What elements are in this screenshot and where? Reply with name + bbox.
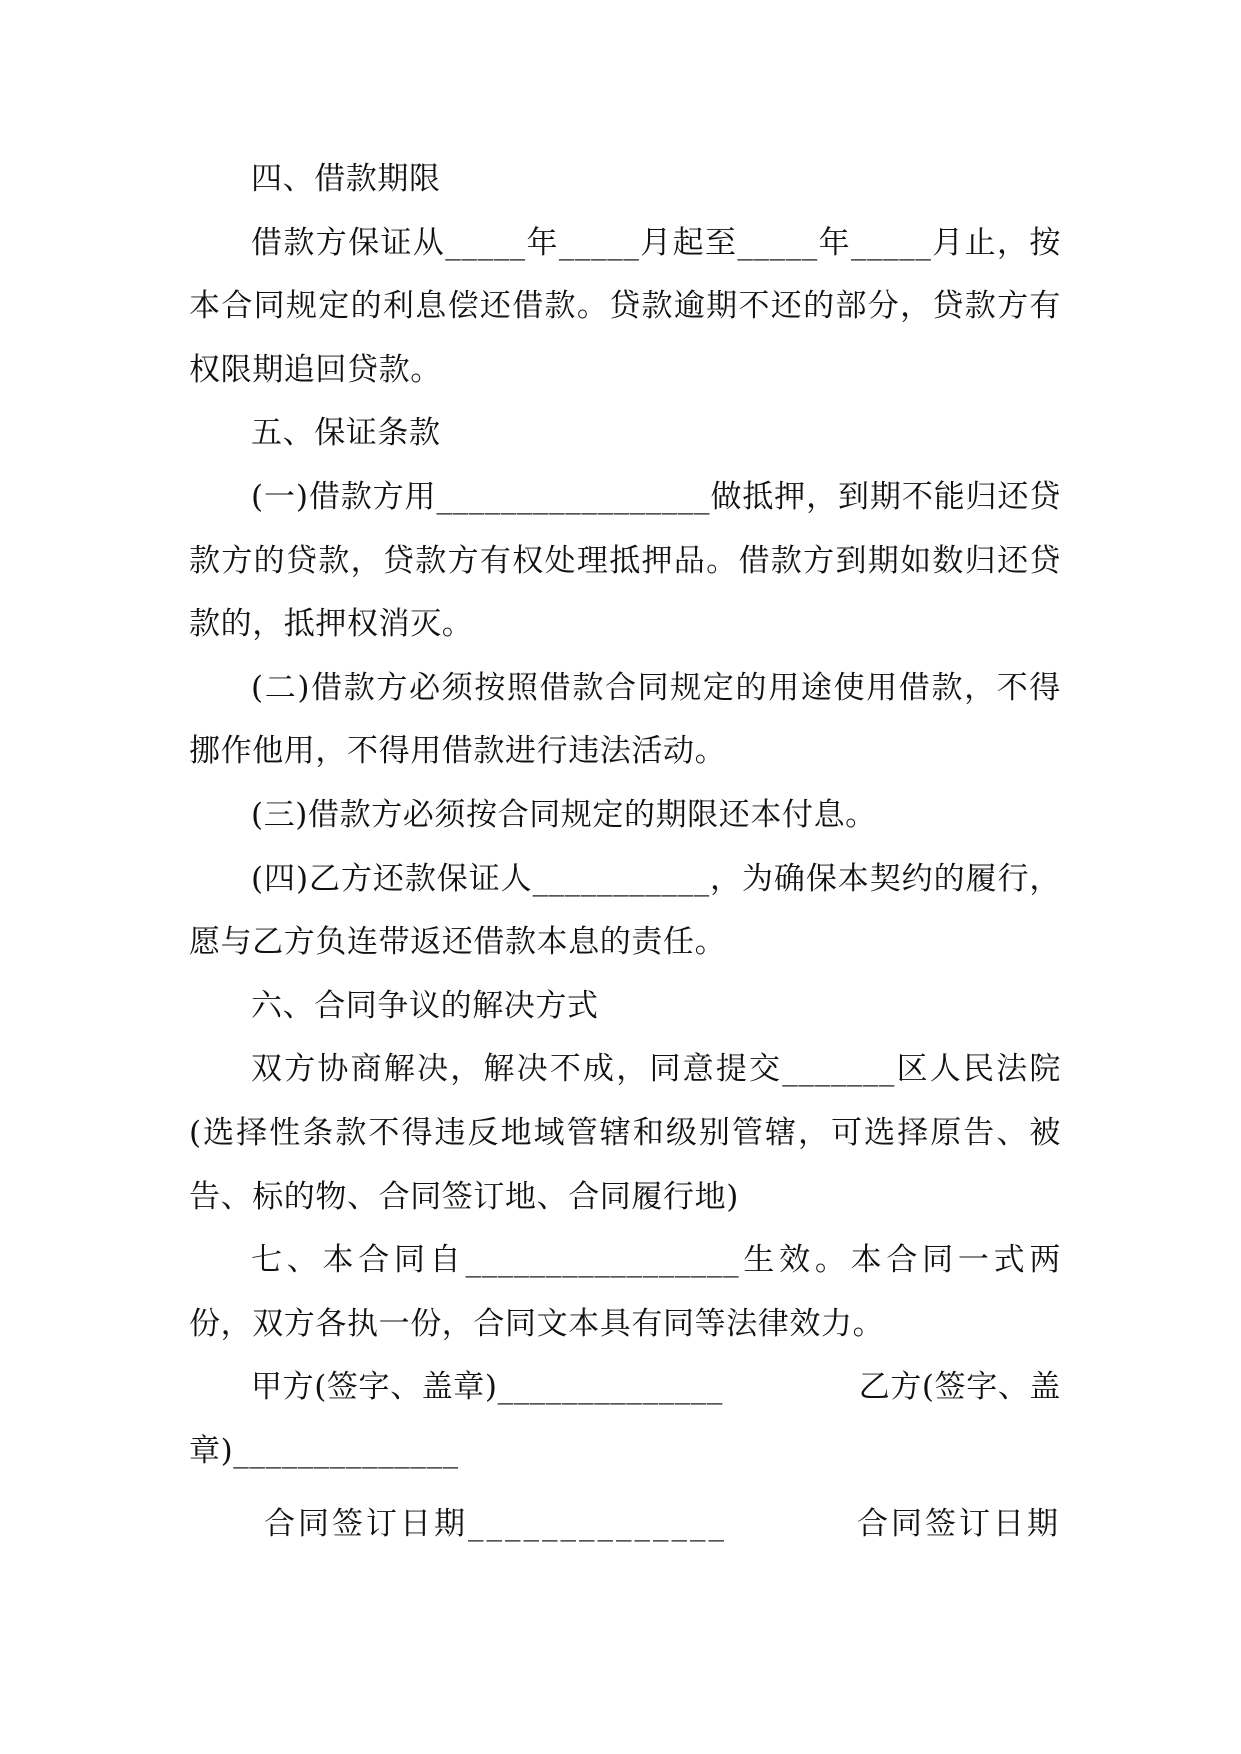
section-5-item-3: (三)借款方必须按合同规定的期限还本付息。 [251, 796, 877, 833]
section-5-item-1: (一)借款方用_________________做抵押，到期不能归还贷款方的贷款，贷款方有权处理抵押品。借款方到期如数归还贷款的，抵押权消灭。 [189, 478, 1061, 643]
party-b-signature-start: 乙方(签字、盖 [858, 1369, 1061, 1406]
section-6-heading: 六、合同争议的解决方式 [251, 987, 599, 1024]
signing-date-row [189, 1493, 1061, 1557]
section-5-item-4: (四)乙方还款保证人___________，为确保本契约的履行，愿与乙方负连带返还借款本息的责任。 [189, 860, 1061, 961]
signature-row [189, 1356, 1061, 1420]
section-7-body: 七、本合同自_________________生效。本合同一式两份，双方各执一份，合同文本具有同等法律效力。 [189, 1242, 1061, 1342]
party-b-signing-date: 合同签订日期 [857, 1506, 1061, 1543]
party-a-signing-date: 合同签订日期______________ [264, 1506, 727, 1543]
section-6-body: 双方协商解决，解决不成，同意提交_______区人民法院(选择性条款不得违反地域管辖和级别管辖，可选择原告、被告、标的物、合同签订地、合同履行地) [189, 1051, 1061, 1215]
section-4-heading: 四、借款期限 [251, 161, 441, 197]
section-5-item-2: (二)借款方必须按照借款合同规定的用途使用借款，不得挪作他用，不得用借款进行违法活动。 [189, 669, 1061, 770]
party-b-signature-end: 章)______________ [189, 1432, 459, 1469]
section-5-heading: 五、保证条款 [251, 415, 441, 452]
contract-page [189, 148, 1061, 1557]
section-4-body: 借款方保证从_____年_____月起至_____年_____月止，按本合同规定的利息偿还借款。贷款逾期不还的部分，贷款方有权限期追回贷款。 [189, 224, 1061, 388]
party-a-signature: 甲方(签字、盖章)______________ [251, 1369, 723, 1406]
